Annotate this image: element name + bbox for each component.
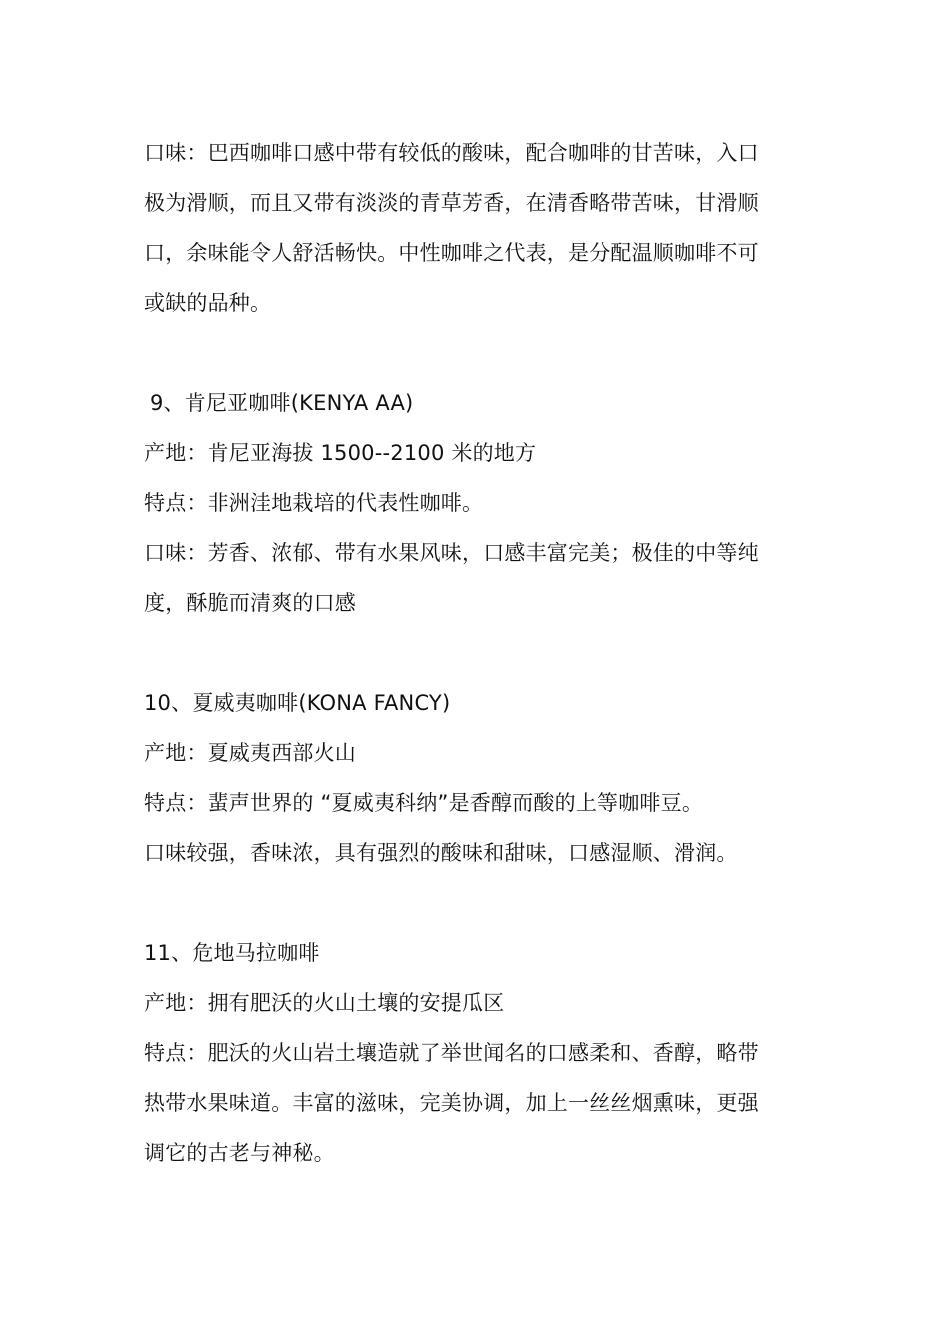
guatemala-feature-line-1: 特点：肥沃的火山岩土壤造就了举世闻名的口感柔和、香醇，略带 — [144, 1041, 759, 1065]
guatemala-origin: 产地：拥有肥沃的火山土壤的安提瓜区 — [144, 991, 505, 1015]
document-body — [144, 128, 812, 1178]
kona-feature: 特点：蜚声世界的 “夏威夷科纳”是香醇而酸的上等咖啡豆。 — [144, 791, 704, 815]
kenya-feature: 特点：非洲洼地栽培的代表性咖啡。 — [144, 491, 484, 515]
guatemala-feature-line-3: 调它的古老与神秘。 — [144, 1141, 335, 1165]
kona-heading: 10、夏威夷咖啡(KONA FANCY) — [144, 691, 451, 715]
guatemala-heading: 11、危地马拉咖啡 — [144, 941, 320, 965]
brazil-taste-line-2: 极为滑顺，而且又带有淡淡的青草芳香，在清香略带苦味，甘滑顺 — [144, 191, 759, 215]
kenya-origin: 产地：肯尼亚海拔 1500--2100 米的地方 — [144, 441, 537, 465]
kenya-taste-line-2: 度，酥脆而清爽的口感 — [144, 591, 356, 615]
kona-origin: 产地：夏威夷西部火山 — [144, 741, 356, 765]
kenya-heading: 9、肯尼亚咖啡(KENYA AA) — [150, 391, 414, 415]
section-spacer — [144, 878, 812, 928]
section-spacer — [144, 628, 812, 678]
brazil-taste-line-4: 或缺的品种。 — [144, 291, 272, 315]
section-spacer — [144, 328, 812, 378]
kona-taste: 口味较强，香味浓，具有强烈的酸味和甜味，口感湿顺、滑润。 — [144, 841, 738, 865]
guatemala-feature-line-2: 热带水果味道。丰富的滋味，完美协调，加上一丝丝烟熏味，更强 — [144, 1091, 759, 1115]
brazil-taste-line-1: 口味：巴西咖啡口感中带有较低的酸味，配合咖啡的甘苦味，入口 — [144, 141, 759, 165]
kenya-taste-line-1: 口味：芳香、浓郁、带有水果风味，口感丰富完美；极佳的中等纯 — [144, 541, 759, 565]
brazil-taste-line-3: 口，余味能令人舒活畅快。中性咖啡之代表，是分配温顺咖啡不可 — [144, 241, 759, 265]
